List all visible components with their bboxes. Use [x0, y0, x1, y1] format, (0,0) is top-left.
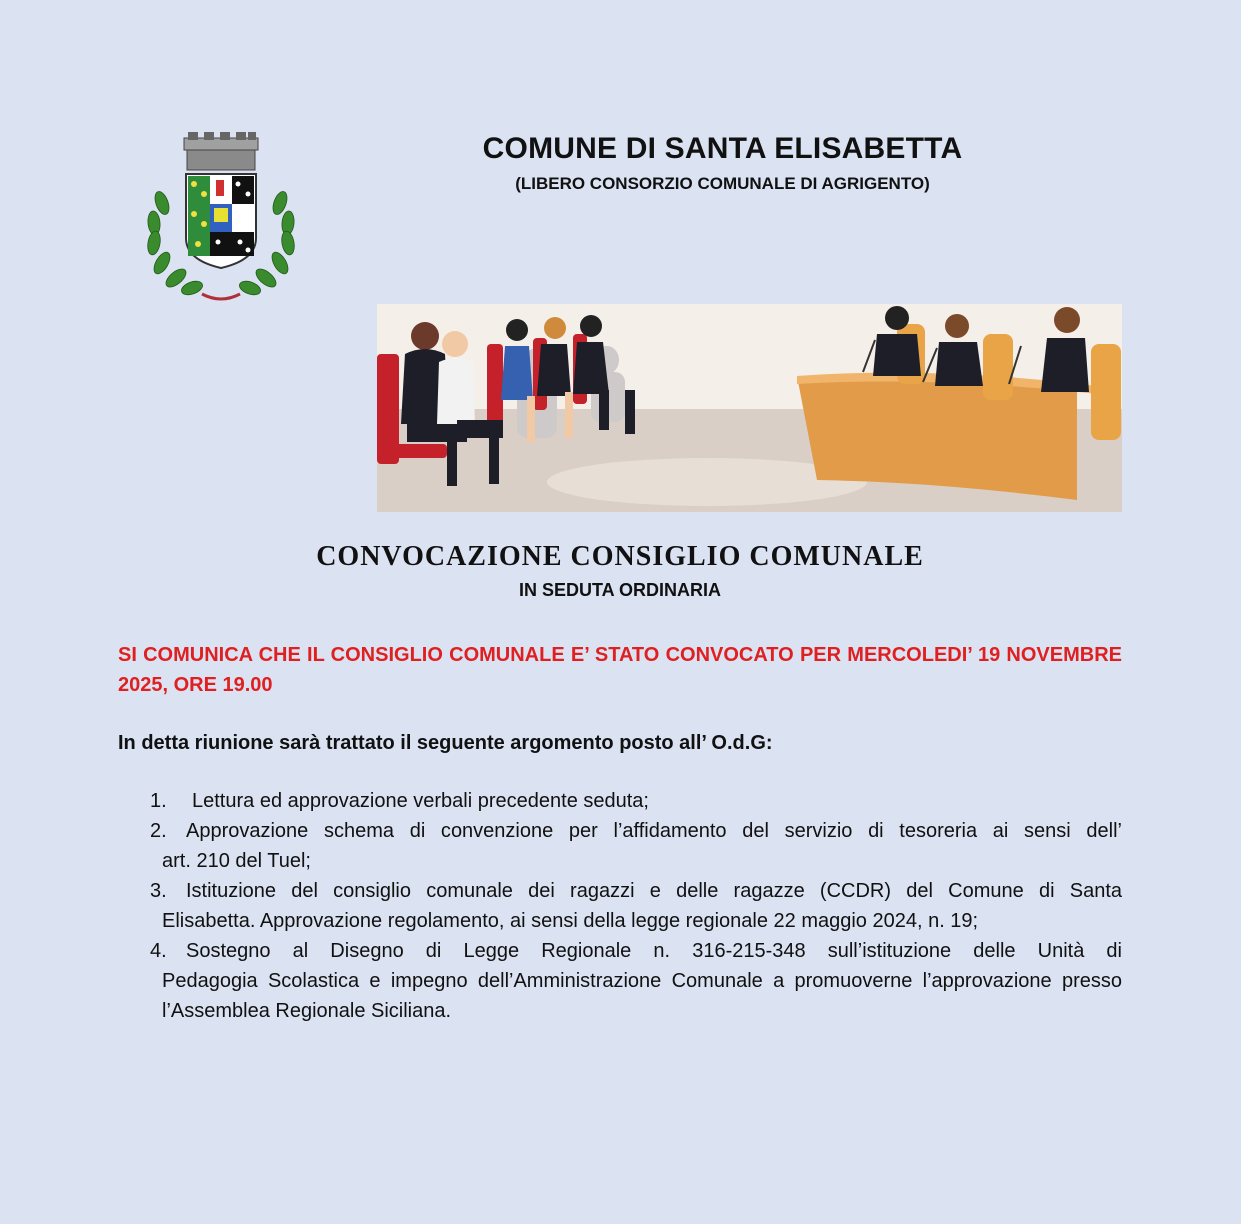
agenda-list	[150, 786, 1122, 1026]
agenda-item-text: Approvazione schema di convenzione per l’affidamento del servizio di tesoreria ai sensi dell’	[186, 820, 1122, 842]
page-subtitle: (LIBERO CONSORZIO COMUNALE DI AGRIGENTO)	[515, 174, 930, 193]
agenda-item	[150, 876, 1122, 936]
page-title: COMUNE DI SANTA ELISABETTA	[482, 132, 963, 165]
announcement-text: SI COMUNICA CHE IL CONSIGLIO COMUNALE E’ STATO CONVOCATO PER MERCOLEDI’ 19 NOVEMBRE 2025, ORE 19.00	[118, 644, 1122, 696]
coat-of-arms-logo	[142, 128, 300, 304]
agenda-item-continuation: art. 210 del Tuel;	[162, 850, 311, 872]
agenda-item	[150, 786, 1122, 816]
agenda-item	[150, 936, 1122, 1026]
convocation-subheading: IN SEDUTA ORDINARIA	[519, 580, 721, 600]
agenda-item-number: 4.	[150, 940, 167, 962]
agenda-item-text: Sostegno al Disegno di Legge Regionale n. 316-215-348 sull’istituzione delle Unità di	[186, 940, 1122, 962]
agenda-item-continuation: Elisabetta. Approvazione regolamento, ai sensi della legge regionale 22 maggio 2024, n. 19;	[162, 910, 979, 932]
agenda-item-number: 1.	[150, 790, 167, 812]
agenda-intro: In detta riunione sarà trattato il seguente argomento posto all’ O.d.G:	[118, 732, 773, 754]
agenda-item-text: Istituzione del consiglio comunale dei ragazzi e delle ragazze (CCDR) del Comune di Santa	[186, 880, 1122, 902]
agenda-item-text: Lettura ed approvazione verbali precedente seduta;	[192, 790, 649, 812]
agenda-item	[150, 816, 1122, 876]
agenda-item-number: 2.	[150, 820, 167, 842]
agenda-item-number: 3.	[150, 880, 167, 902]
council-meeting-illustration	[377, 304, 1122, 512]
convocation-heading: CONVOCAZIONE CONSIGLIO COMUNALE	[316, 541, 924, 572]
agenda-item-continuation: Pedagogia Scolastica e impegno dell’Amministrazione Comunale a promuoverne l’approvazione presso l’Assemblea Regionale Siciliana.	[162, 970, 1122, 1022]
